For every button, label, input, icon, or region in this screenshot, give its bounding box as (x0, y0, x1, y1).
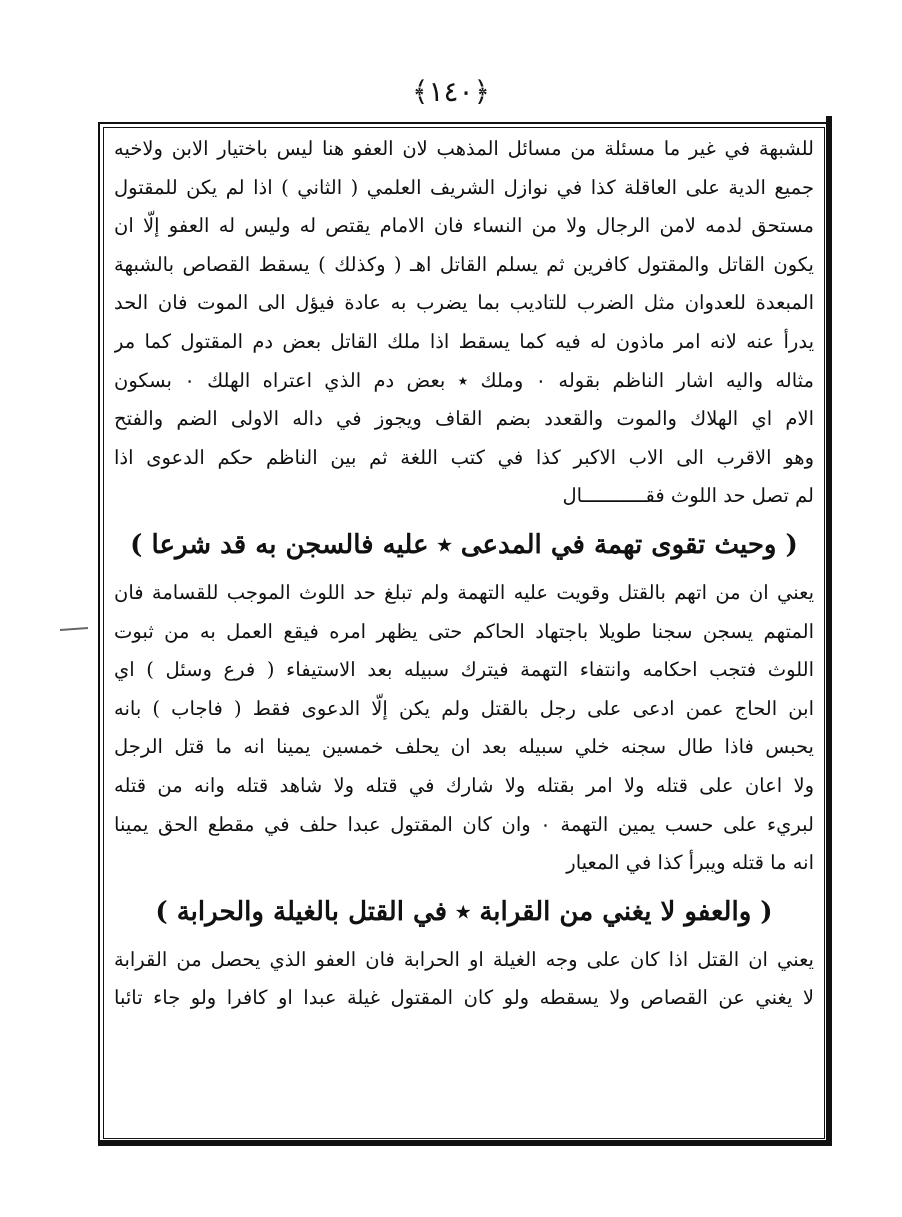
text-line: يعني ان القتل اذا كان على وجه الغيلة او الحرابة فان العفو الذي يحصل من القرابة (114, 947, 814, 971)
text-line: لم تصل حد اللوث فقـــــــــــال (562, 484, 814, 508)
margin-mark (60, 627, 88, 631)
text-line: المتهم يسجن سجنا طويلا باجتهاد الحاكم حتى يظهر امره فيقع العمل به من ثبوت (114, 619, 814, 643)
text-line: مستحق لدمه لامن الرجال ولا من النساء فان الامام يقتص له وليس له العفو إلّا ان (114, 214, 814, 238)
text-line: يحبس فاذا طال سجنه خلي سبيله بعد ان يحلف خمسين يمينا انه ما قتل الرجل (114, 735, 814, 759)
page-text (114, 130, 814, 1018)
text-line: يعني ان من اتهم بالقتل وقويت عليه التهمة ولم تبلغ حد اللوث الموجب للقسامة فان (114, 580, 814, 604)
page-border-shadow-right (826, 116, 832, 1146)
text-line: لا يغني عن القصاص ولا يسقطه ولو كان المقتول غيلة عبدا او كافرا ولو جاء تائبا (114, 986, 814, 1010)
verse-heading: ( وحيث تقوى تهمة في المدعى ٭ عليه فالسجن به قد شرعا ) (130, 529, 798, 560)
text-line: جميع الدية على العاقلة كذا في نوازل الشريف العلمي ( الثاني ) اذا لم يكن للمقتول (114, 175, 814, 199)
page-border-shadow-bottom (98, 1140, 832, 1146)
text-line: ابن الحاج عمن ادعى على رجل بالقتل ولم يكن إلّا الدعوى فقط ( فاجاب ) بانه (114, 696, 814, 720)
text-line: وهو الاقرب الى الاب الاكبر كذا في كتب اللغة ثم بين الناظم حكم الدعوى اذا (114, 445, 814, 469)
text-line: ولا اعان على قتله ولا امر بقتله ولا شارك في قتله ولا شاهد قتله وانه من قتله (114, 773, 814, 797)
text-line: يدرأ عنه لانه امر ماذون له فيه كما يسقط اذا ملك القاتل بعض دم المقتول كما مر (114, 329, 814, 353)
verse-heading: ( والعفو لا يغني من القرابة ٭ في القتل بالغيلة والحرابة ) (155, 896, 773, 927)
text-line: انه ما قتله ويبرأ كذا في المعيار (566, 851, 814, 875)
text-line: لبريء على حسب يمين التهمة ٠ وان كان المقتول عبدا حلف في مقطع الحق يمينا (114, 812, 814, 836)
text-line: الام اي الهلاك والموت والقعدد بضم القاف ويجوز في داله الاولى الضم والفتح (114, 407, 814, 431)
text-line: مثاله واليه اشار الناظم بقوله ٠ وملك ٭ بعض دم الذي اعتراه الهلك ٠ بسكون (114, 368, 814, 392)
page-number: ﴿١٤٠﴾ (412, 75, 490, 108)
text-line: يكون القاتل والمقتول كافرين ثم يسلم القاتل اهـ ( وكذلك ) يسقط القصاص بالشبهة (114, 252, 814, 276)
text-line: للشبهة في غير ما مسئلة من مسائل المذهب لان العفو هنا ليس باختيار الابن ولاخيه (114, 137, 814, 160)
text-line: المبعدة للعدوان مثل الضرب للتاديب بما يضرب به عادة فيؤل الى الموت فان الحد (114, 291, 814, 315)
text-line: اللوث فتجب احكامه وانتفاء التهمة فيترك سبيله بعد الاستيفاء ( فرع وسئل ) اي (114, 658, 814, 682)
